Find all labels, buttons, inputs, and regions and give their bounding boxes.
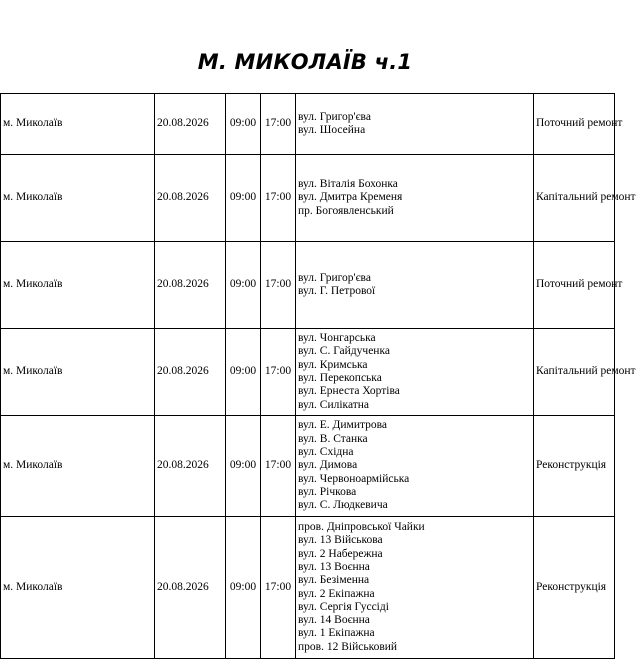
street-name: вул. Ернеста Хортіва xyxy=(298,385,400,398)
street-name: вул. Г. Петрової xyxy=(298,285,376,297)
streets-cell xyxy=(296,329,534,416)
table-row xyxy=(1,517,615,659)
streets-cell xyxy=(296,155,534,242)
street-name: пров. Дніпровської Чайки xyxy=(298,521,425,534)
work-type-cell: Поточний ремонт xyxy=(534,242,615,329)
street-name: вул. Перекопська xyxy=(298,372,382,384)
city-cell: м. Миколаїв xyxy=(1,517,155,659)
table-row xyxy=(1,242,615,329)
start-time-cell: 09:00 xyxy=(226,155,261,242)
work-type-cell: Капітальний ремонт xyxy=(534,329,615,416)
table-row xyxy=(1,94,615,155)
street-name: вул. Шосейна xyxy=(298,124,366,136)
start-time-cell: 09:00 xyxy=(226,329,261,416)
page-title: М. МИКОЛАЇВ ч.1 xyxy=(197,50,413,74)
street-name: вул. Річкова xyxy=(298,485,357,498)
streets-cell xyxy=(296,416,534,517)
street-name: вул. Григор'єва xyxy=(298,110,371,123)
table-row xyxy=(1,329,615,416)
table-body xyxy=(1,94,636,659)
street-name: вул. Димова xyxy=(298,459,358,472)
date-cell: 20.08.2026 xyxy=(155,416,226,517)
street-name: вул. Е. Димитрова xyxy=(298,419,388,432)
street-name: вул. Віталія Бохонка xyxy=(298,178,398,191)
date-cell: 20.08.2026 xyxy=(155,242,226,329)
table-row xyxy=(1,155,615,242)
city-cell: м. Миколаїв xyxy=(1,329,155,416)
street-name: вул. Григор'єва xyxy=(298,271,371,284)
date-cell: 20.08.2026 xyxy=(155,94,226,155)
end-time-cell: 17:00 xyxy=(261,155,296,242)
start-time-cell: 09:00 xyxy=(226,416,261,517)
streets-cell xyxy=(296,242,534,329)
end-time-cell: 17:00 xyxy=(261,329,296,416)
city-cell: м. Миколаїв xyxy=(1,94,155,155)
start-time-cell: 09:00 xyxy=(226,242,261,329)
date-cell: 20.08.2026 xyxy=(155,517,226,659)
street-name: вул. Чонгарська xyxy=(298,332,376,345)
end-time-cell: 17:00 xyxy=(261,242,296,329)
table-row xyxy=(1,416,615,517)
work-type-cell: Реконструкція xyxy=(534,517,615,659)
date-cell: 20.08.2026 xyxy=(155,329,226,416)
city-cell: м. Миколаїв xyxy=(1,242,155,329)
work-type-cell: Капітальний ремонт xyxy=(534,155,615,242)
outage-schedule-table xyxy=(0,93,636,659)
street-name: вул. В. Станка xyxy=(298,432,368,445)
street-name: вул. 14 Воєнна xyxy=(298,614,370,627)
street-name: вул. 1 Екіпажна xyxy=(298,627,375,640)
street-name: вул. Червоноармійська xyxy=(298,472,410,485)
start-time-cell: 09:00 xyxy=(226,517,261,659)
street-name: вул. С. Людкевича xyxy=(298,499,388,512)
street-name: вул. 13 Військова xyxy=(298,534,383,547)
street-name: вул. Сергія Гуссіді xyxy=(298,600,389,613)
street-name: вул. Кримська xyxy=(298,358,368,371)
streets-cell xyxy=(296,517,534,659)
end-time-cell: 17:00 xyxy=(261,416,296,517)
street-name: вул. 2 Екіпажна xyxy=(298,587,375,600)
start-time-cell: 09:00 xyxy=(226,94,261,155)
street-name: пр. Богоявленський xyxy=(298,204,394,217)
streets-cell xyxy=(296,94,534,155)
work-type-cell: Реконструкція xyxy=(534,416,615,517)
city-cell: м. Миколаїв xyxy=(1,155,155,242)
date-cell: 20.08.2026 xyxy=(155,155,226,242)
street-name: вул. Силікатна xyxy=(298,398,370,411)
street-name: вул. Безіменна xyxy=(298,574,370,587)
city-cell: м. Миколаїв xyxy=(1,416,155,517)
street-name: вул. 13 Воєнна xyxy=(298,560,370,573)
street-name: вул. 2 Набережна xyxy=(298,547,383,560)
end-time-cell: 17:00 xyxy=(261,94,296,155)
street-name: пров. 12 Військовий xyxy=(298,640,398,653)
street-name: вул. Дмитра Кременя xyxy=(298,191,403,204)
street-name: вул. С. Гайдученка xyxy=(298,345,390,358)
street-name: вул. Східна xyxy=(298,446,354,459)
work-type-cell: Поточний ремонт xyxy=(534,94,615,155)
end-time-cell: 17:00 xyxy=(261,517,296,659)
